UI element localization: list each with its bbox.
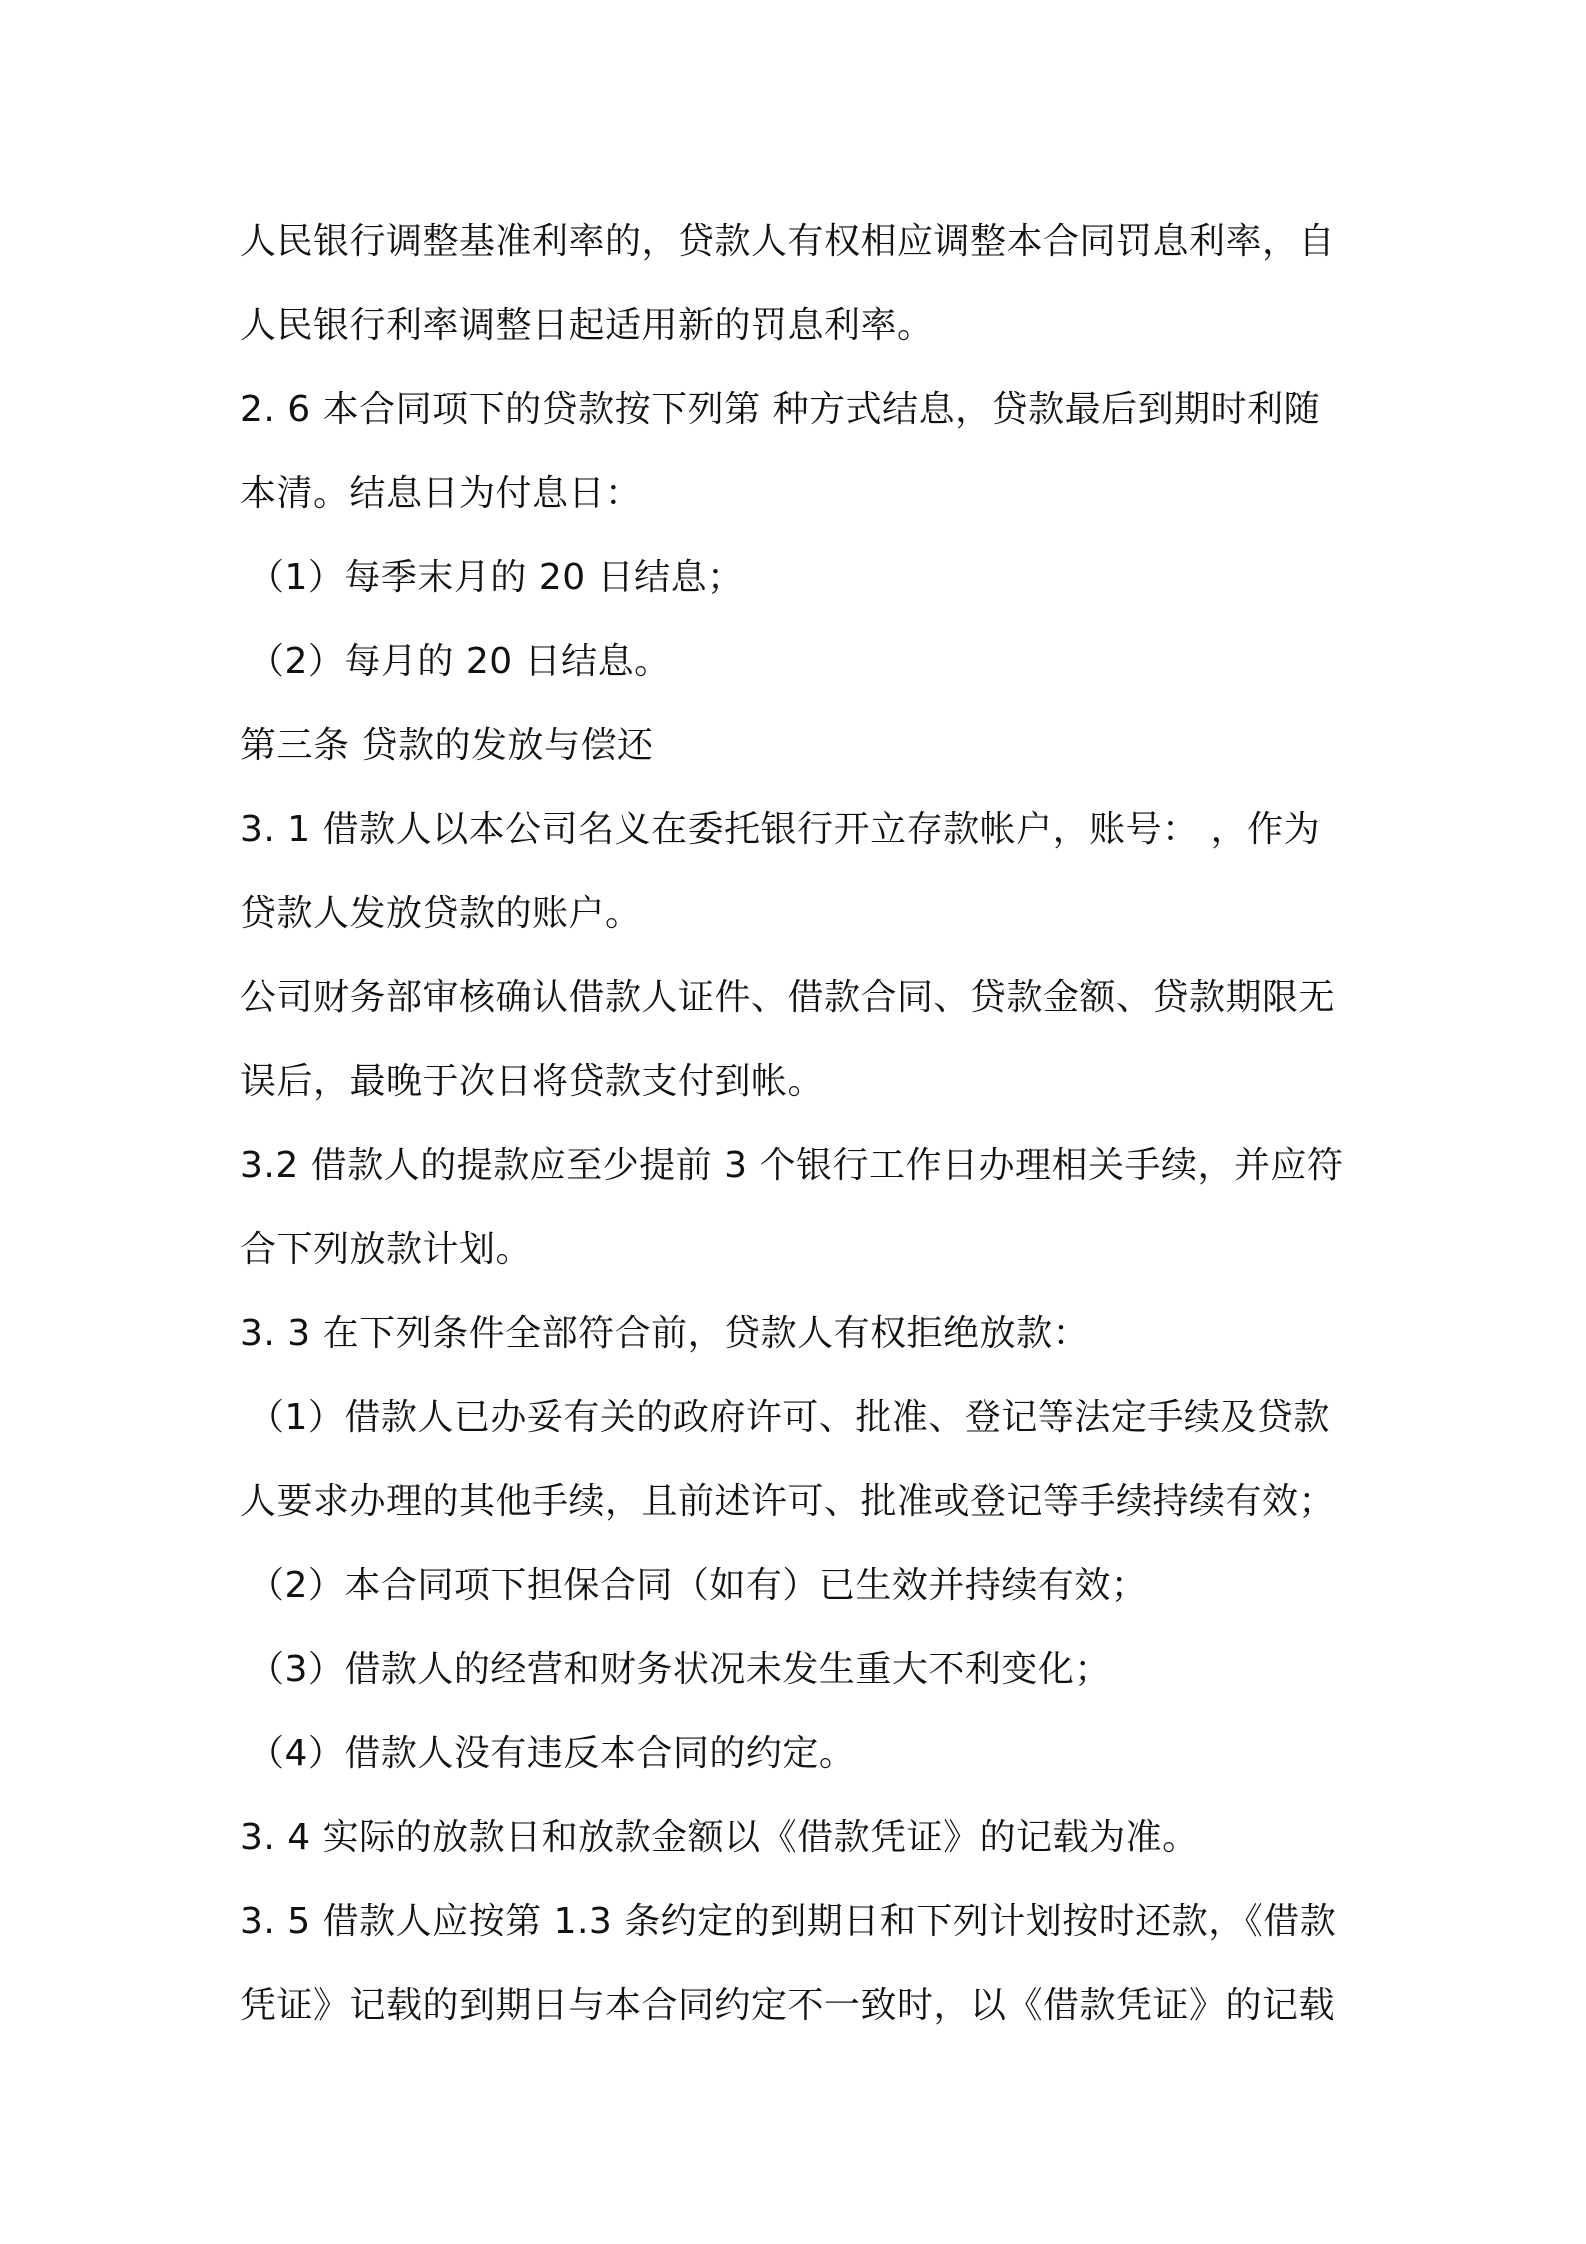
- text-line: 3. 5 借款人应按第 1.3 条约定的到期日和下列计划按时还款，《借款: [240, 1901, 1337, 1942]
- text-line: 本清。结息日为付息日：: [240, 473, 642, 514]
- text-line: 贷款人发放贷款的账户。: [240, 893, 642, 934]
- text-line: 误后，最晚于次日将贷款支付到帐。: [240, 1061, 825, 1102]
- text-line: 2. 6 本合同项下的贷款按下列第 种方式结息，贷款最后到期时利随: [240, 389, 1321, 430]
- list-item: （2）每月的 20 日结息。: [248, 641, 671, 682]
- text-line: 3. 3 在下列条件全部符合前，贷款人有权拒绝放款：: [240, 1313, 1090, 1354]
- list-item: （1）借款人已办妥有关的政府许可、批准、登记等法定手续及贷款: [248, 1397, 1330, 1438]
- list-item: （2）本合同项下担保合同（如有）已生效并持续有效；: [248, 1565, 1148, 1606]
- section-heading: 第三条 贷款的发放与偿还: [240, 725, 654, 766]
- text-line: 人民银行利率调整日起适用新的罚息利率。: [240, 305, 934, 346]
- text-line: 3. 1 借款人以本公司名义在委托银行开立存款帐户，账号： ，作为: [240, 809, 1321, 850]
- text-line: 合下列放款计划。: [240, 1229, 533, 1270]
- text-line: 3.2 借款人的提款应至少提前 3 个银行工作日办理相关手续，并应符: [240, 1145, 1344, 1186]
- document-body: [240, 200, 1360, 2048]
- list-item: （3）借款人的经营和财务状况未发生重大不利变化；: [248, 1649, 1111, 1690]
- text-line: 人民银行调整基准利率的，贷款人有权相应调整本合同罚息利率，自: [240, 221, 1336, 262]
- text-line: 人要求办理的其他手续，且前述许可、批准或登记等手续持续有效；: [240, 1481, 1336, 1522]
- text-line: 3. 4 实际的放款日和放款金额以《借款凭证》的记载为准。: [240, 1817, 1199, 1858]
- list-item: （1）每季末月的 20 日结息；: [248, 557, 744, 598]
- text-line: 凭证》记载的到期日与本合同约定不一致时，以《借款凭证》的记载: [240, 1985, 1336, 2026]
- text-line: 公司财务部审核确认借款人证件、借款合同、贷款金额、贷款期限无: [240, 977, 1336, 1018]
- list-item: （4）借款人没有违反本合同的约定。: [248, 1733, 856, 1774]
